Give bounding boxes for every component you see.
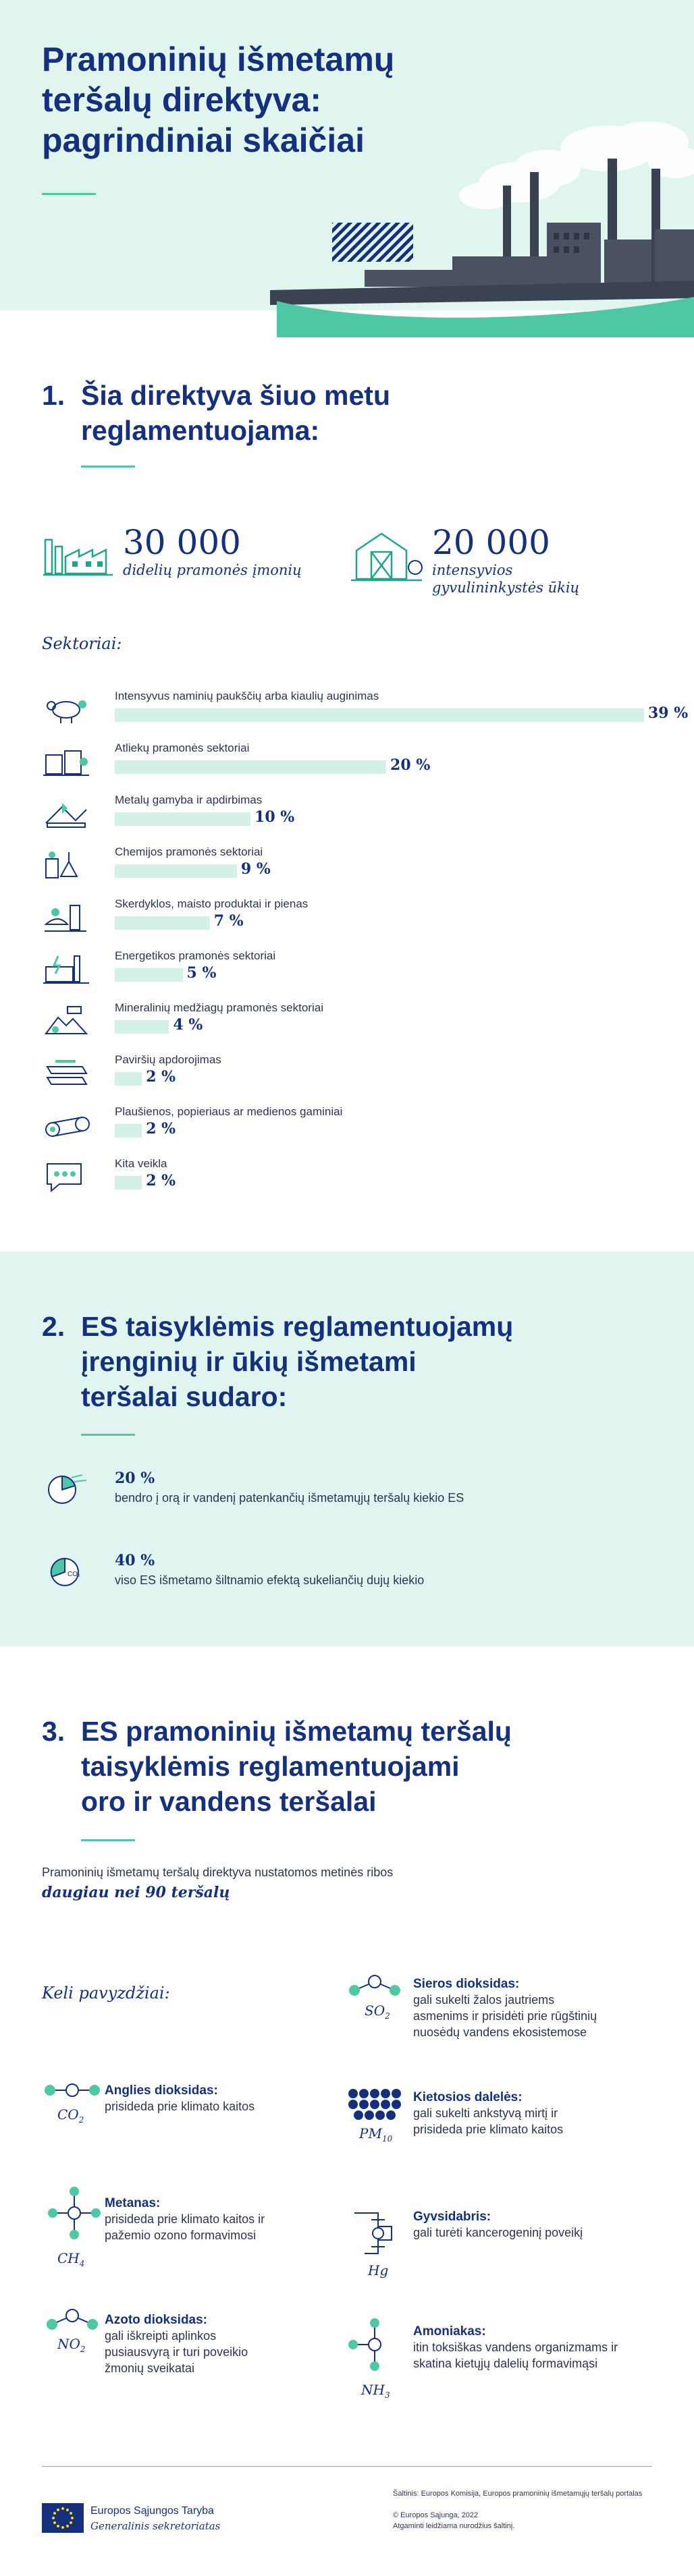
sector-row bbox=[42, 897, 649, 945]
sector-label: Paviršių apdorojimas bbox=[115, 1053, 221, 1066]
sector-row bbox=[42, 1105, 649, 1152]
metal-icon bbox=[42, 793, 90, 831]
no2-description: Azoto dioksidas: gali iškreipti aplinkos pusiausvyrą ir turi poveikio žmonių sveikatai bbox=[105, 2313, 248, 2375]
surface-icon bbox=[42, 1053, 90, 1091]
nh3-molecule-icon bbox=[348, 2318, 402, 2372]
section3-intro: Pramoninių išmetamų teršalų direktyva nustatomos metinės ribos bbox=[42, 1866, 394, 1879]
sector-bar bbox=[115, 968, 183, 982]
section2-underline bbox=[81, 1434, 135, 1436]
co2-pie-icon bbox=[42, 1552, 90, 1590]
eu-council-logo bbox=[42, 2503, 84, 2533]
nh3-formula: $NH_3$ bbox=[361, 2382, 390, 2400]
pm10-formula: $PM_{10}$ bbox=[359, 2125, 393, 2144]
footer-reuse: Atgaminti leidžiama nurodžius šaltinį. bbox=[393, 2522, 515, 2530]
sectors-heading: Sektoriai: bbox=[42, 634, 122, 653]
waste-icon bbox=[42, 741, 90, 779]
so2-formula: $SO_2$ bbox=[365, 2003, 390, 2021]
footer-source: Šaltinis: Europos Komisija, Europos pramoninių išmetamųjų teršalų portalas bbox=[393, 2490, 643, 2498]
footer-org-sub: Generalinis sekretoriatas bbox=[90, 2520, 221, 2532]
section3-intro-emphasis: daugiau nei 90 teršalų bbox=[42, 1884, 230, 1901]
nh3-description: Amoniakas: itin toksiškas vandens organizmams ir skatina kietųjų dalelių formavimąsi bbox=[413, 2324, 618, 2370]
sector-bar bbox=[115, 1072, 142, 1086]
ch4-description: Metanas: prisideda prie klimato kaitos ir pažemio ozono formavimosi bbox=[105, 2196, 265, 2242]
pie-20-icon bbox=[42, 1469, 90, 1507]
sector-bar bbox=[115, 708, 644, 722]
sector-row bbox=[42, 1001, 649, 1048]
section2-title: 2. ES taisyklėmis reglamentuojamų įrenginių ir ūkių išmetami teršalai sudaro: bbox=[42, 1311, 514, 1412]
energy-icon bbox=[42, 949, 90, 987]
pm10-description: Kietosios dalelės: gali sukelti ankstyvą mirtį ir prisideda prie klimato kaitos bbox=[413, 2090, 564, 2136]
food-icon bbox=[42, 897, 90, 935]
sector-value: 39 % bbox=[648, 704, 689, 722]
examples-heading: Keli pavyzdžiai: bbox=[42, 1984, 170, 2003]
sector-label: Atliekų pramonės sektoriai bbox=[115, 741, 250, 754]
sector-bar bbox=[115, 1020, 169, 1034]
sector-value: 7 % bbox=[213, 912, 244, 930]
sector-bar bbox=[115, 916, 210, 930]
sector-bar bbox=[115, 760, 386, 774]
sector-value: 9 % bbox=[240, 860, 271, 878]
sector-label: Energetikos pramonės sektoriai bbox=[115, 949, 276, 962]
sector-value: 2 % bbox=[146, 1068, 176, 1086]
footer-copyright: © Europos Sąjunga, 2022 bbox=[393, 2511, 479, 2519]
sector-label: Plaušienos, popieriaus ar medienos gaminiai bbox=[115, 1105, 343, 1118]
hg-formula: Hg bbox=[368, 2262, 389, 2278]
so2-molecule-icon bbox=[344, 1973, 405, 2000]
ch4-molecule-icon bbox=[47, 2186, 101, 2240]
sector-label: Mineralinių medžiagų pramonės sektoriai bbox=[115, 1001, 323, 1014]
no2-formula: $NO_2$ bbox=[57, 2336, 86, 2354]
section3-underline bbox=[81, 1839, 135, 1841]
sector-value: 20 % bbox=[390, 756, 431, 774]
mercury-structure-icon bbox=[351, 2206, 398, 2260]
co2-formula: $CO_2$ bbox=[57, 2106, 84, 2125]
no2-molecule-icon bbox=[42, 2307, 103, 2334]
sector-value: 10 % bbox=[255, 808, 295, 826]
ch4-formula: $CH_4$ bbox=[57, 2250, 85, 2268]
chemistry-icon bbox=[42, 845, 90, 883]
footer-org: Europos Sąjungos Taryba bbox=[90, 2505, 214, 2517]
hg-description: Gyvsidabris: gali turėti kancerogeninį poveikį bbox=[413, 2210, 583, 2239]
sector-value: 4 % bbox=[173, 1016, 203, 1034]
sector-value: 5 % bbox=[186, 964, 217, 982]
so2-description: Sieros dioksidas: gali sukelti žalos jautriems asmenims ir prisidėti prie rūgštinių nuosėdų vandens ekosistemose bbox=[413, 1977, 597, 2039]
poultry-pig-icon bbox=[42, 690, 90, 727]
stat-industrial: 30 000 didelių pramonės įmonių bbox=[123, 523, 302, 578]
ghg-share-value: 40 % bbox=[115, 1552, 155, 1569]
sector-row bbox=[42, 1157, 649, 1204]
sector-row bbox=[42, 793, 649, 841]
pm10-particles-icon bbox=[348, 2088, 402, 2122]
section3-title: 3. ES pramoninių išmetamų teršalų taisyklėmis reglamentuojami oro ir vandens teršalai bbox=[42, 1716, 512, 1817]
sector-value: 2 % bbox=[146, 1172, 176, 1189]
sector-bar bbox=[115, 812, 250, 826]
emissions-share-text: bendro į orą ir vandenį patenkančių išmetamųjų teršalų kiekio ES bbox=[115, 1491, 464, 1505]
sector-row bbox=[42, 741, 649, 789]
sector-bar bbox=[115, 864, 237, 878]
sector-bar bbox=[115, 1124, 142, 1138]
sector-label: Kita veikla bbox=[115, 1157, 167, 1170]
barn-icon bbox=[351, 530, 425, 584]
emissions-share-value: 20 % bbox=[115, 1469, 155, 1487]
sector-row bbox=[42, 845, 649, 893]
factory-illustration bbox=[230, 121, 694, 337]
sector-label: Skerdyklos, maisto produktai ir pienas bbox=[115, 897, 309, 910]
section1-underline bbox=[81, 466, 135, 468]
sector-row bbox=[42, 1053, 649, 1100]
header-banner bbox=[0, 0, 694, 310]
wood-icon bbox=[42, 1105, 90, 1143]
page-title: Pramoninių išmetamų teršalų direktyva: pagrindiniai skaičiai bbox=[42, 40, 395, 159]
ghg-share-text: viso ES išmetamo šiltnamio efektą sukeliančių dujų kiekio bbox=[115, 1573, 425, 1587]
sector-bar bbox=[115, 1176, 142, 1189]
sector-row bbox=[42, 949, 649, 997]
title-underline bbox=[42, 193, 96, 195]
sector-label: Metalų gamyba ir apdirbimas bbox=[115, 793, 263, 806]
stat-livestock: 20 000 intensyvios gyvulininkystės ūkių bbox=[432, 523, 580, 596]
sector-row bbox=[42, 690, 689, 737]
factory-icon bbox=[42, 533, 116, 580]
co2-molecule-icon bbox=[42, 2077, 103, 2104]
sector-label: Intensyvus naminių paukščių arba kiaulių auginimas bbox=[115, 690, 379, 702]
sector-label: Chemijos pramonės sektoriai bbox=[115, 845, 263, 858]
other-activity-icon bbox=[42, 1157, 90, 1195]
section1-title: 1. Šia direktyva šiuo metu reglamentuojama: bbox=[42, 380, 391, 446]
svg-text:CO₂: CO₂ bbox=[68, 1571, 80, 1578]
footer-divider bbox=[42, 2466, 652, 2467]
minerals-icon bbox=[42, 1001, 90, 1039]
co2-description: Anglies dioksidas: prisideda prie klimato kaitos bbox=[105, 2083, 255, 2113]
sector-value: 2 % bbox=[146, 1120, 176, 1138]
